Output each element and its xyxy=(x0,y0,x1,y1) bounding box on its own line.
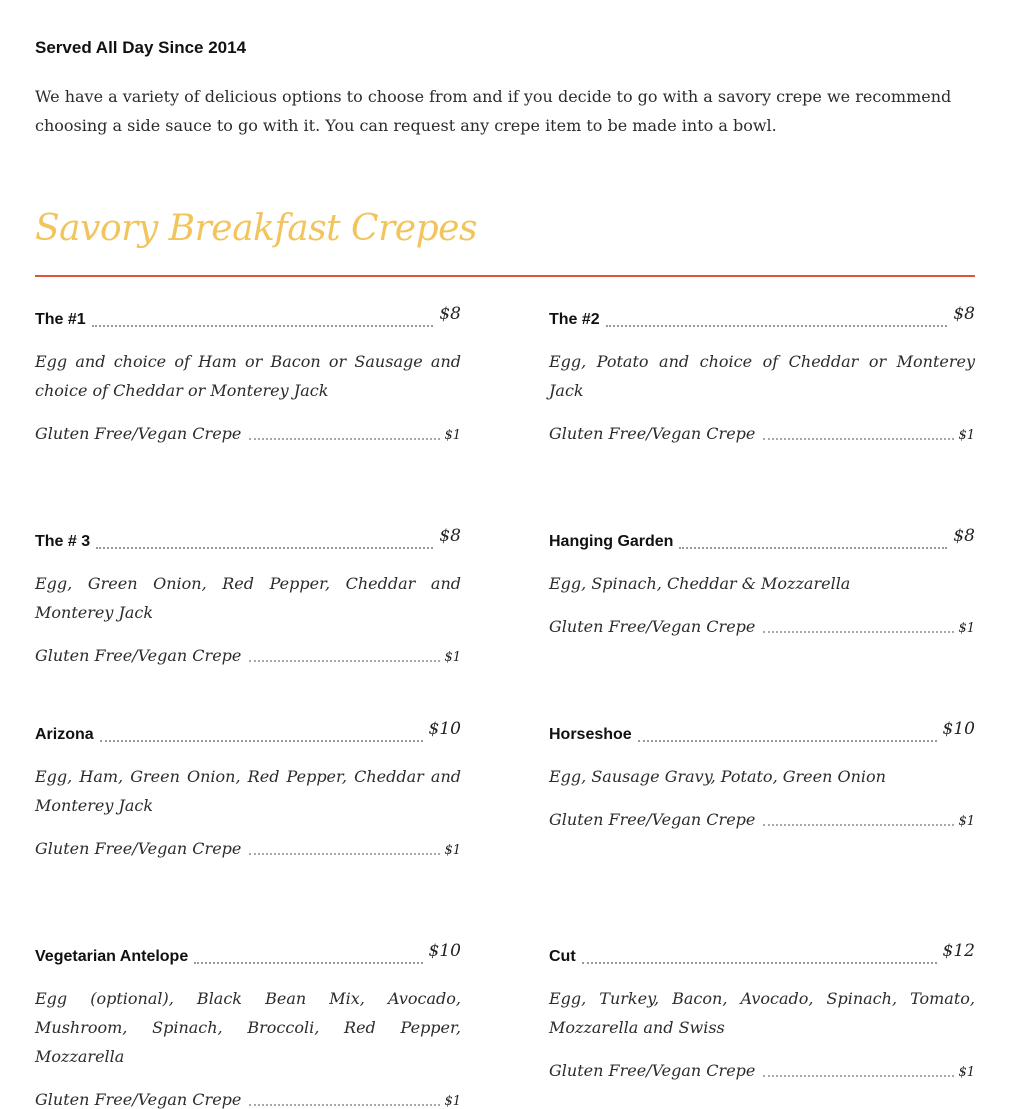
item-description: Egg, Turkey, Bacon, Avocado, Spinach, Tomato, Mozzarella and Swiss xyxy=(549,989,975,1037)
dot-leader xyxy=(763,438,954,440)
dot-leader xyxy=(249,660,440,662)
menu-item-the-2 xyxy=(549,305,975,443)
dot-leader xyxy=(249,438,440,440)
menu-item-hanging-garden xyxy=(549,527,975,636)
item-description: Egg, Potato and choice of Cheddar or Monterey Jack xyxy=(549,352,975,400)
item-price: $10 xyxy=(428,719,461,739)
addon-label: Gluten Free/Vegan Crepe xyxy=(35,1090,242,1109)
dot-leader xyxy=(96,547,433,549)
dot-leader xyxy=(249,853,440,855)
item-price: $8 xyxy=(953,304,975,324)
menu-tagline: Served All Day Since 2014 xyxy=(35,38,247,57)
addon-label: Gluten Free/Vegan Crepe xyxy=(35,424,242,443)
addon-label: Gluten Free/Vegan Crepe xyxy=(35,646,242,665)
item-price: $8 xyxy=(953,526,975,546)
menu-item-horseshoe xyxy=(549,720,975,829)
addon-row xyxy=(549,421,975,443)
dot-leader xyxy=(638,740,937,742)
item-name: The #1 xyxy=(35,311,86,328)
item-name: The # 3 xyxy=(35,533,91,550)
addon-price: $1 xyxy=(958,428,975,443)
dot-leader xyxy=(606,325,948,327)
addon-label: Gluten Free/Vegan Crepe xyxy=(549,617,756,636)
dot-leader xyxy=(763,824,954,826)
menu-item-the-1 xyxy=(35,305,461,443)
addon-price: $1 xyxy=(444,1094,461,1109)
addon-price: $1 xyxy=(958,1065,975,1080)
item-description: Egg, Sausage Gravy, Potato, Green Onion xyxy=(549,767,886,786)
addon-row xyxy=(35,643,461,665)
addon-price: $1 xyxy=(444,650,461,665)
menu-intro: We have a variety of delicious options to choose from and if you decide to go with a savory crepe we recommend choosing a side sauce to go with it. You can request any crepe item to be made into a bowl. xyxy=(35,87,952,135)
dot-leader xyxy=(679,547,947,549)
item-description: Egg, Spinach, Cheddar & Mozzarella xyxy=(549,574,851,593)
item-price: $12 xyxy=(942,941,975,961)
item-description: Egg and choice of Ham or Bacon or Sausage and choice of Cheddar or Monterey Jack xyxy=(35,352,461,400)
dot-leader xyxy=(582,962,937,964)
item-description: Egg, Green Onion, Red Pepper, Cheddar and Monterey Jack xyxy=(35,574,461,622)
addon-price: $1 xyxy=(958,814,975,829)
addon-row xyxy=(35,836,461,858)
addon-row xyxy=(35,1087,461,1109)
addon-label: Gluten Free/Vegan Crepe xyxy=(549,810,756,829)
addon-row xyxy=(35,421,461,443)
addon-label: Gluten Free/Vegan Crepe xyxy=(35,839,242,858)
section-title: Savory Breakfast Crepes xyxy=(35,208,477,249)
dot-leader xyxy=(763,1075,954,1077)
item-name: Vegetarian Antelope xyxy=(35,948,189,965)
item-name: Hanging Garden xyxy=(549,533,674,550)
dot-leader xyxy=(92,325,434,327)
addon-price: $1 xyxy=(444,428,461,443)
item-price: $8 xyxy=(439,304,461,324)
item-price: $10 xyxy=(428,941,461,961)
dot-leader xyxy=(249,1104,440,1106)
item-description: Egg (optional), Black Bean Mix, Avocado, Mushroom, Spinach, Broccoli, Red Pepper, Mozzarella xyxy=(35,989,461,1066)
item-price: $10 xyxy=(942,719,975,739)
item-description: Egg, Ham, Green Onion, Red Pepper, Cheddar and Monterey Jack xyxy=(35,767,461,815)
dot-leader xyxy=(100,740,423,742)
addon-price: $1 xyxy=(444,843,461,858)
menu-item-arizona xyxy=(35,720,461,858)
item-name: Arizona xyxy=(35,726,94,743)
item-name: Horseshoe xyxy=(549,726,632,743)
item-name: The #2 xyxy=(549,311,600,328)
menu-item-vegetarian-antelope xyxy=(35,942,461,1109)
menu-item-cut xyxy=(549,942,975,1080)
item-name: Cut xyxy=(549,948,576,965)
addon-label: Gluten Free/Vegan Crepe xyxy=(549,424,756,443)
addon-row xyxy=(549,807,975,829)
addon-price: $1 xyxy=(958,621,975,636)
addon-row xyxy=(549,614,975,636)
dot-leader xyxy=(194,962,422,964)
dot-leader xyxy=(763,631,954,633)
addon-row xyxy=(549,1058,975,1080)
menu-item-the-3 xyxy=(35,527,461,665)
addon-label: Gluten Free/Vegan Crepe xyxy=(549,1061,756,1080)
item-price: $8 xyxy=(439,526,461,546)
section-divider xyxy=(35,275,975,277)
